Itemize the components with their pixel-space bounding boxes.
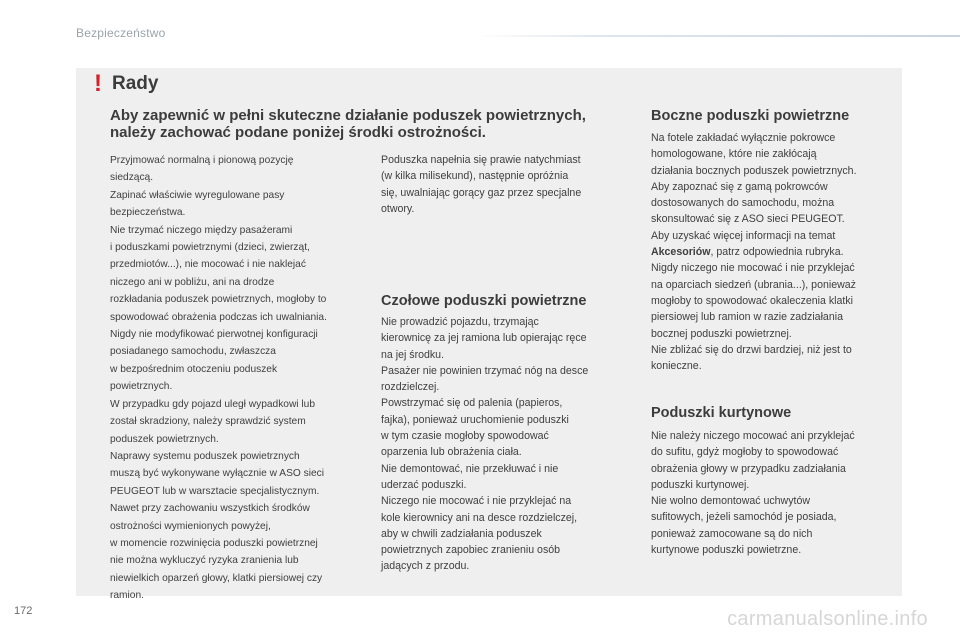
intro-line: Aby zapewnić w pełni skuteczne działanie poduszek powietrznych, xyxy=(110,107,586,124)
text-line: do sufitu, gdyż mogłoby to spowodować xyxy=(651,446,839,459)
text-line: Nie prowadzić pojazdu, trzymając xyxy=(381,316,539,328)
front-airbags-heading: Czołowe poduszki powietrzne xyxy=(381,293,587,309)
text-line: Nie trzymać niczego między pasażerami xyxy=(110,224,293,236)
text-line: bezpieczeństwa. xyxy=(110,207,186,219)
exclamation-icon: ! xyxy=(94,70,102,97)
text-line: Pasażer nie powinien trzymać nóg na desce xyxy=(381,364,589,377)
text-line: muszą być wykonywane wyłącznie w ASO sieci xyxy=(110,468,325,480)
text-line: rozkładania poduszek powietrznych, mogłoby to xyxy=(110,294,327,306)
text-line: na jej środku. xyxy=(381,348,445,361)
text-line: działania bocznych poduszek powietrznych. xyxy=(651,164,857,177)
curtain-airbags-text xyxy=(651,428,855,558)
text-line: ramion. xyxy=(110,590,144,602)
text-line: ostrożności wymienionych powyżej, xyxy=(110,520,271,532)
text-line: fajka), ponieważ uruchomienie poduszki xyxy=(381,413,569,426)
text-line: poduszek powietrznych. xyxy=(110,433,219,445)
text-line: i poduszkami powietrznymi (dzieci, zwierząt, xyxy=(110,242,310,254)
text-line: uderzać poduszki. xyxy=(381,478,467,491)
text-line: konieczne. xyxy=(651,360,702,373)
text-line: siedzącą. xyxy=(110,172,154,184)
text-line: Nie wolno demontować uchwytów xyxy=(651,495,810,508)
intro-line: należy zachować podane poniżej środki ostrożności. xyxy=(110,124,486,141)
watermark: carmanualsonline.info xyxy=(727,608,928,630)
text-line: kole kierownicy ani na desce rozdzielczej, xyxy=(381,511,578,524)
text-line: powietrznych. xyxy=(110,381,173,393)
text-line: Nigdy niczego nie mocować i nie przyklejać xyxy=(651,262,855,275)
text-line: powietrznych zapobiec zranieniu osób xyxy=(381,544,561,557)
text-line: Nawet przy zachowaniu wszystkich środków xyxy=(110,503,310,515)
section-header: Bezpieczeństwo xyxy=(76,26,166,40)
text-line: Nie zbliżać się do drzwi bardziej, niż jest to xyxy=(651,343,852,356)
text-line: (w kilka milisekund), następnie opróżnia xyxy=(381,170,569,183)
side-airbags-heading: Boczne poduszki powietrzne xyxy=(651,108,850,124)
text-line: mogłoby to spowodować okaleczenia klatki xyxy=(651,294,853,307)
text-line: przedmiotów...), nie mocować i nie naklejać xyxy=(110,259,306,271)
text-line: Niczego nie mocować i nie przyklejać na xyxy=(381,495,572,508)
general-advice-column xyxy=(110,152,327,605)
text-line: Aby zapoznać się z gamą pokrowców xyxy=(651,180,828,193)
text-line: kierownicę za jej ramiona lub opierając ręce xyxy=(381,332,587,345)
text-line: oparzenia lub obrażenia ciała. xyxy=(381,446,522,459)
text-line: Aby uzyskać więcej informacji na temat xyxy=(651,229,836,242)
text-line: otwory. xyxy=(381,202,415,215)
text-line: w tym czasie mogłoby spowodować xyxy=(381,430,549,443)
text-line: niewielkich oparzeń głowy, klatki piersiowej czy xyxy=(110,572,323,584)
text-line: Nigdy nie modyfikować pierwotnej konfiguracji xyxy=(110,329,318,341)
text-line: Nie należy niczego mocować ani przyklejać xyxy=(651,430,855,442)
text-line: PEUGEOT lub w warsztacie specjalistycznym. xyxy=(110,485,320,497)
page-number: 172 xyxy=(14,605,33,617)
text-line: posiadanego samochodu, zwłaszcza xyxy=(110,346,276,358)
text-line: dostosowanych do samochodu, można xyxy=(651,197,835,210)
curtain-airbags-heading: Poduszki kurtynowe xyxy=(651,405,792,421)
text-line: spowodować obrażenia podczas ich uwalniania. xyxy=(110,311,327,323)
text-line: został skradziony, należy sprawdzić system xyxy=(110,416,306,428)
text-line: niczego ani w pobliżu, ani na drodze xyxy=(110,276,275,288)
text-line: homologowane, które nie zakłócają xyxy=(651,148,817,161)
text-line: Przyjmować normalną i pionową pozycję xyxy=(110,155,294,166)
text-line: piersiowej lub ramion w razie zadziałania xyxy=(651,311,843,324)
header-divider xyxy=(476,35,960,37)
text-line: bocznej poduszki powietrznej. xyxy=(651,327,792,340)
front-airbags-text xyxy=(381,314,588,575)
text-line: Powstrzymać się od palenia (papieros, xyxy=(381,397,563,410)
text-line: w bezpośrednim otoczeniu poduszek xyxy=(110,363,278,375)
text-line: obrażenia głowy w przypadku zadziałania xyxy=(651,462,846,475)
text-line: ponieważ zamocowane są do nich xyxy=(651,527,813,540)
side-airbags-text xyxy=(651,130,857,374)
text-line: Poduszka napełnia się prawie natychmiast xyxy=(381,154,581,166)
text-line: nie można wykluczyć ryzyka zranienia lub xyxy=(110,555,299,567)
text-line: poduszki kurtynowej. xyxy=(651,478,750,491)
intro-heading xyxy=(110,107,640,141)
text-line: W przypadku gdy pojazd uległ wypadkowi lub xyxy=(110,398,315,410)
panel-title: Rady xyxy=(112,73,159,94)
text-line: kurtynowe poduszki powietrzne. xyxy=(651,544,802,557)
text-line: jadących z przodu. xyxy=(381,560,470,573)
airbag-inflation-paragraph xyxy=(381,152,581,217)
text-line: aby w chwili zadziałania poduszek xyxy=(381,527,542,540)
text-line xyxy=(651,244,857,260)
text-line: Naprawy systemu poduszek powietrznych xyxy=(110,450,300,462)
text-line: Na fotele zakładać wyłącznie pokrowce xyxy=(651,132,836,144)
accessories-rest: , patrz odpowiednia rubryka. xyxy=(710,246,844,259)
text-line: rozdzielczej. xyxy=(381,381,440,394)
text-line: Zapinać właściwie wyregulowane pasy xyxy=(110,189,285,201)
text-line: sufitowych, jeżeli samochód je posiada, xyxy=(651,511,837,524)
text-line: Nie demontować, nie przekłuwać i nie xyxy=(381,462,559,475)
accessories-term: Akcesoriów xyxy=(651,246,711,259)
text-line: na oparciach siedzeń (ubrania...), ponieważ xyxy=(651,278,856,291)
text-line: się, uwalniając gorący gaz przez specjalne xyxy=(381,186,582,199)
text-line: skonsultować się z ASO sieci PEUGEOT. xyxy=(651,213,845,226)
text-line: w momencie rozwinięcia poduszki powietrznej xyxy=(110,537,318,549)
